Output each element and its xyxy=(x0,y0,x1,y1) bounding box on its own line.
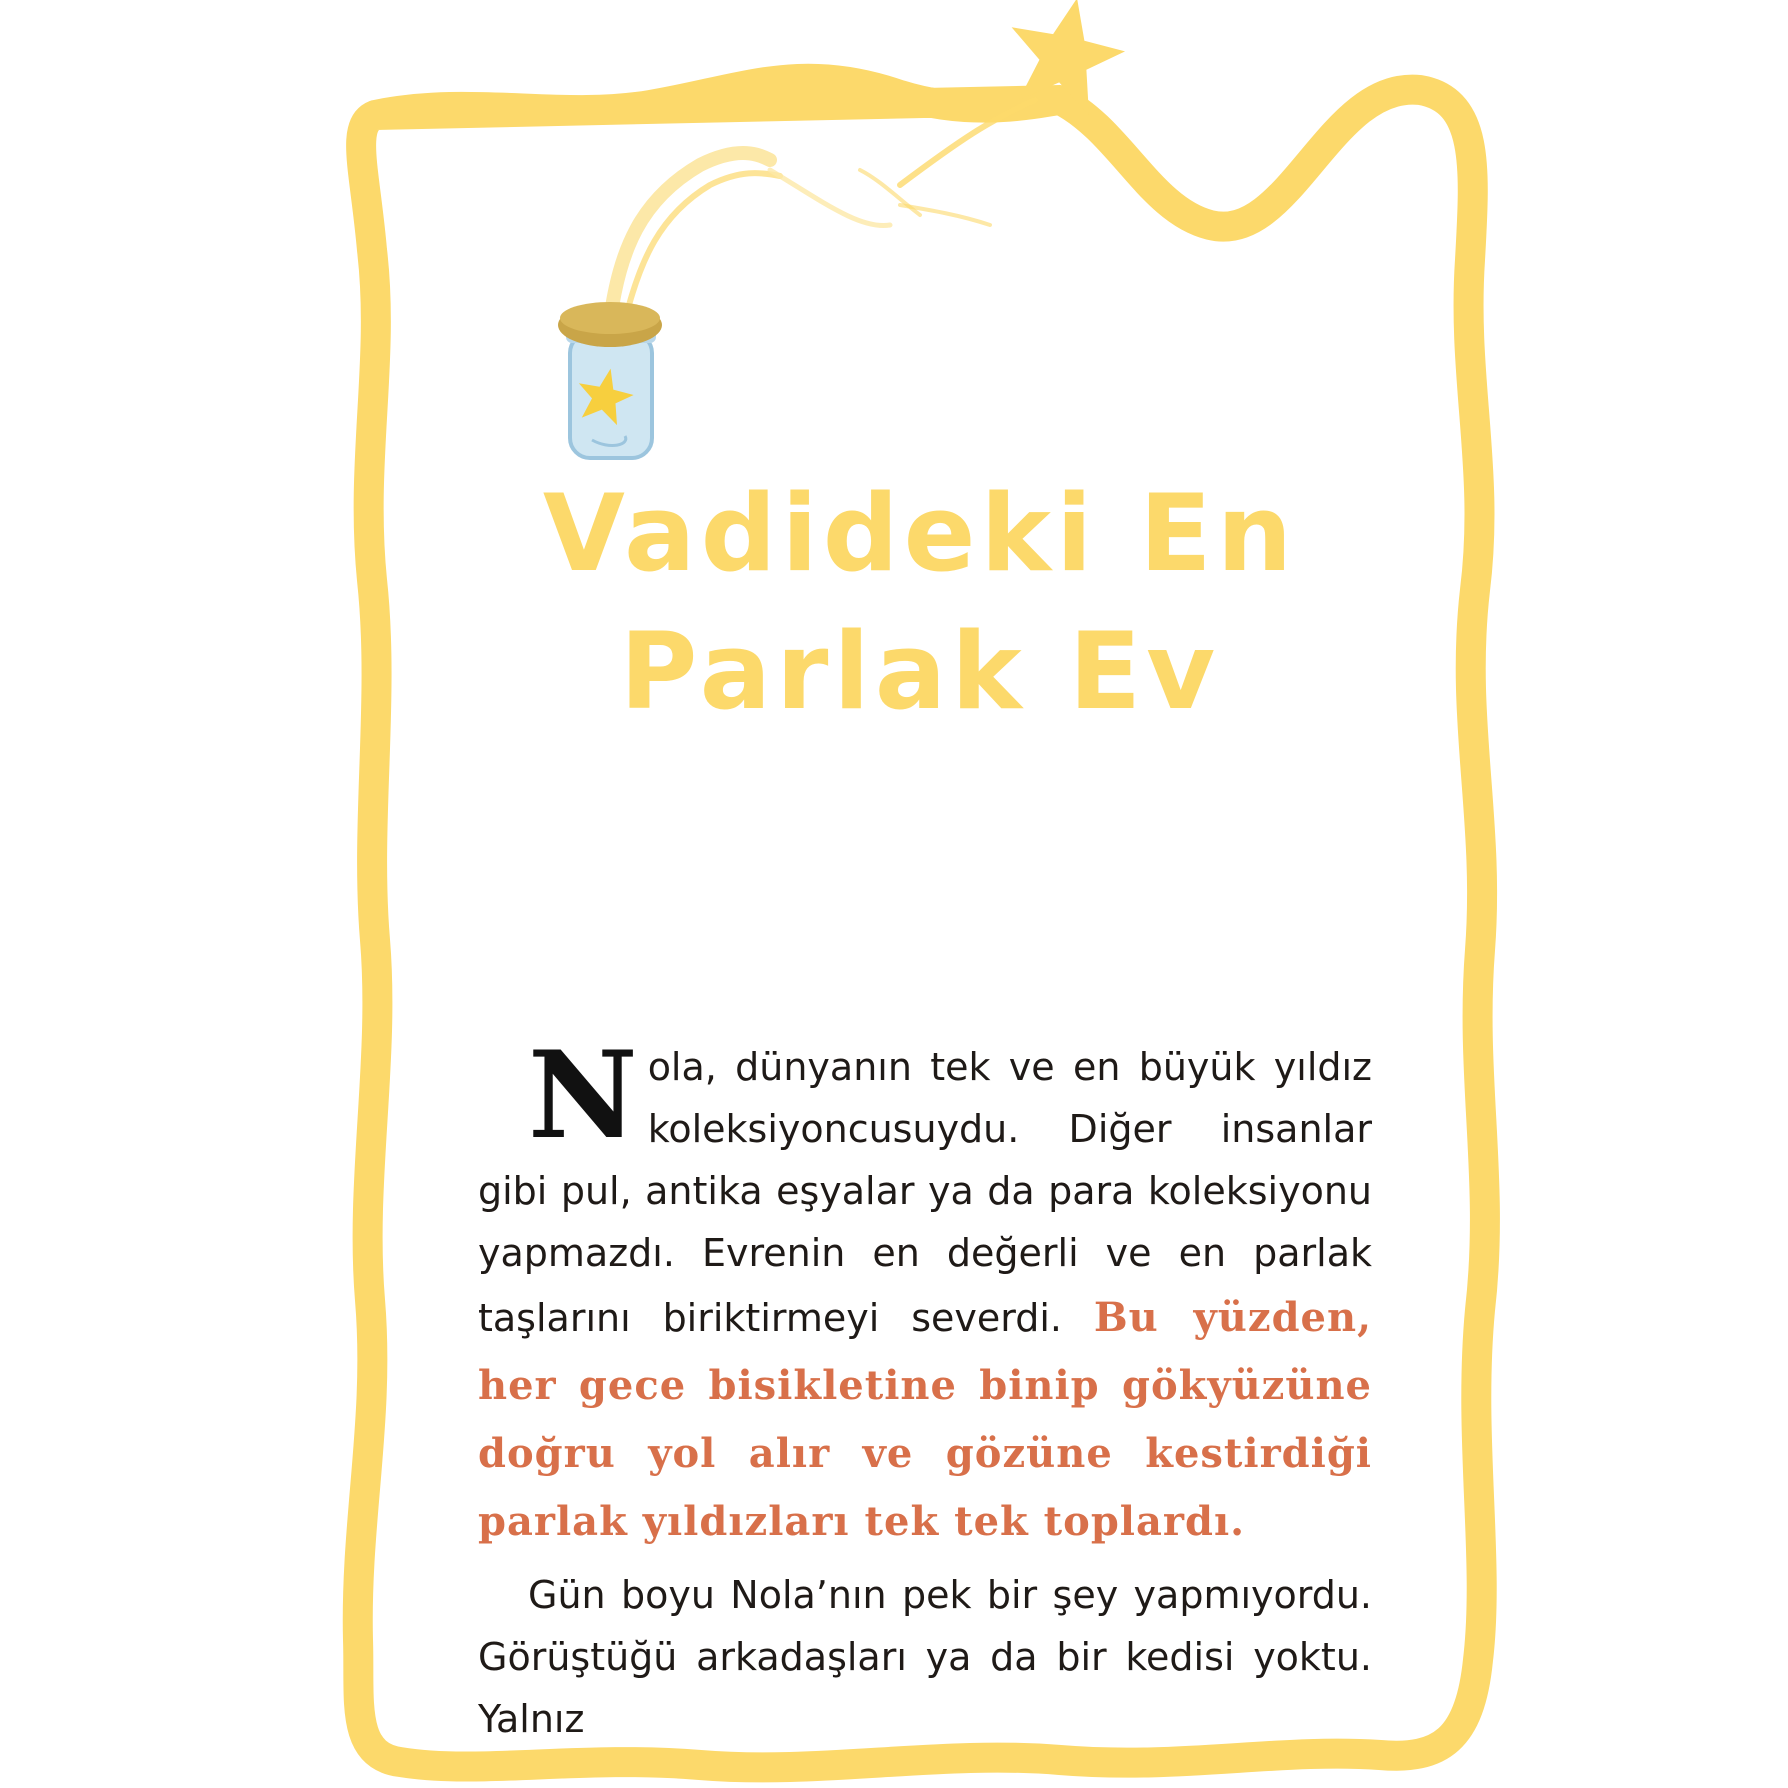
paragraph: Gün boyu Nola’nın pek bir şey yapmıyordu. Görüştüğü arkadaşları ya da bir kedisi yoktu. Yalnız xyxy=(478,1573,1372,1741)
star-jar-illustration xyxy=(558,302,662,458)
light-stream xyxy=(625,173,780,320)
star-streak xyxy=(900,205,990,225)
drop-cap: N xyxy=(528,1025,638,1166)
page-title xyxy=(470,465,1370,741)
highlighted-text: Bu yüzden, her gece bisikletine binip gökyüzüne doğru yol alır ve gözüne kestirdiği parlak yıldızları tek tek toplardı. xyxy=(478,1294,1372,1545)
title-line: Vadideki En xyxy=(542,472,1298,595)
story-body xyxy=(478,1025,1372,1750)
paragraph xyxy=(478,1025,1372,1556)
paragraph-text: ola, dünyanın tek ve en büyük yıldız koleksiyoncusuydu. Diğer insanlar gibi pul, antika eşyalar ya da para koleksiyonu yapmazdı. Evrenin en değerli ve en parlak taşlarını biriktirmeyi severdi. xyxy=(478,1045,1372,1340)
title-line: Parlak Ev xyxy=(619,610,1221,733)
